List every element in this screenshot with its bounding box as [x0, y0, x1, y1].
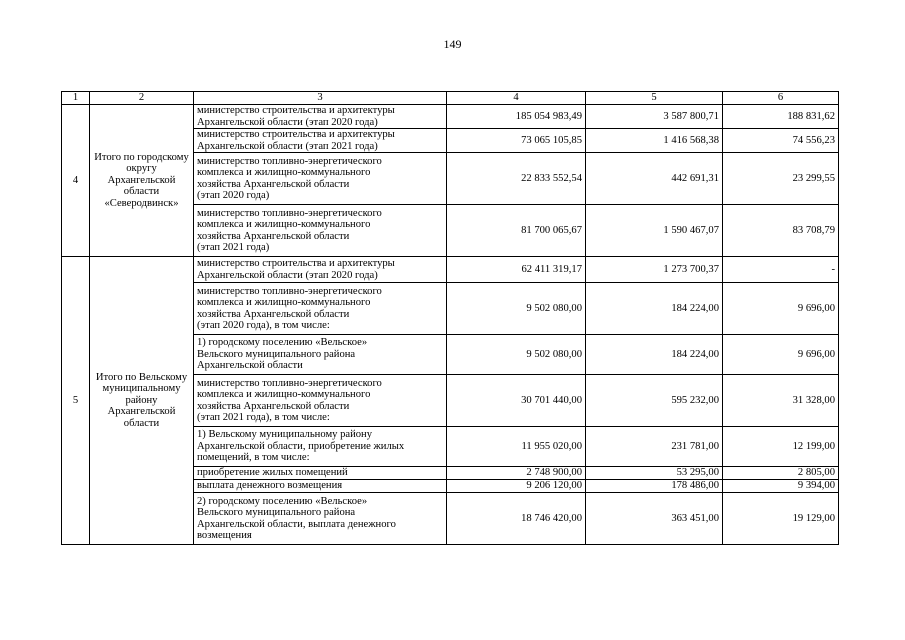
- amount-col4: 22 833 552,54: [447, 153, 586, 205]
- description-cell: министерство топливно-энергетического комплекса и жилищно-коммунального хозяйства Архангельской области (этап 2021 года): [194, 205, 447, 257]
- amount-col4: 9 502 080,00: [447, 283, 586, 335]
- amount-col4: 81 700 065,67: [447, 205, 586, 257]
- amount-col5: 3 587 800,71: [586, 105, 723, 129]
- description-cell: министерство строительства и архитектуры Архангельской области (этап 2020 года): [194, 257, 447, 283]
- amount-col4: 73 065 105,85: [447, 129, 586, 153]
- amount-col6: 2 805,00: [723, 467, 839, 480]
- amount-col5: 595 232,00: [586, 375, 723, 427]
- amount-col6: 23 299,55: [723, 153, 839, 205]
- amount-col5: 53 295,00: [586, 467, 723, 480]
- amount-col4: 18 746 420,00: [447, 493, 586, 545]
- amount-col6: 9 394,00: [723, 480, 839, 493]
- recipient-name: Итого по Вельскому муниципальному району Архангельской области: [90, 257, 194, 545]
- amount-col5: 1 416 568,38: [586, 129, 723, 153]
- header-cell: 1: [62, 92, 90, 105]
- row-number: 5: [62, 257, 90, 545]
- amount-col4: 2 748 900,00: [447, 467, 586, 480]
- table-row: [62, 257, 839, 283]
- recipient-name: Итого по городскому округу Архангельской области «Северодвинск»: [90, 105, 194, 257]
- budget-table: [61, 91, 839, 545]
- description-cell: 2) городскому поселению «Вельское» Вельского муниципального района Архангельской области, выплата денежного возмещения: [194, 493, 447, 545]
- amount-col5: 231 781,00: [586, 427, 723, 467]
- header-row: [62, 92, 839, 105]
- amount-col6: -: [723, 257, 839, 283]
- header-cell: 5: [586, 92, 723, 105]
- description-cell: выплата денежного возмещения: [194, 480, 447, 493]
- description-cell: министерство строительства и архитектуры Архангельской области (этап 2020 года): [194, 105, 447, 129]
- header-cell: 3: [194, 92, 447, 105]
- amount-col6: 74 556,23: [723, 129, 839, 153]
- amount-col4: 30 701 440,00: [447, 375, 586, 427]
- table-row: [62, 105, 839, 129]
- amount-col6: 83 708,79: [723, 205, 839, 257]
- amount-col6: 12 199,00: [723, 427, 839, 467]
- amount-col5: 363 451,00: [586, 493, 723, 545]
- amount-col4: 9 502 080,00: [447, 335, 586, 375]
- amount-col5: 184 224,00: [586, 335, 723, 375]
- amount-col4: 11 955 020,00: [447, 427, 586, 467]
- amount-col6: 9 696,00: [723, 335, 839, 375]
- amount-col4: 62 411 319,17: [447, 257, 586, 283]
- description-cell: 1) Вельскому муниципальному району Архангельской области, приобретение жилых помещений, в том числе:: [194, 427, 447, 467]
- amount-col5: 1 590 467,07: [586, 205, 723, 257]
- amount-col4: 9 206 120,00: [447, 480, 586, 493]
- page-number: 149: [443, 37, 462, 51]
- description-cell: министерство топливно-энергетического комплекса и жилищно-коммунального хозяйства Архангельской области (этап 2021 года), в том числе:: [194, 375, 447, 427]
- amount-col6: 31 328,00: [723, 375, 839, 427]
- amount-col4: 185 054 983,49: [447, 105, 586, 129]
- amount-col5: 1 273 700,37: [586, 257, 723, 283]
- amount-col6: 188 831,62: [723, 105, 839, 129]
- description-cell: приобретение жилых помещений: [194, 467, 447, 480]
- amount-col6: 19 129,00: [723, 493, 839, 545]
- header-cell: 6: [723, 92, 839, 105]
- amount-col5: 184 224,00: [586, 283, 723, 335]
- description-cell: министерство топливно-энергетического комплекса и жилищно-коммунального хозяйства Архангельской области (этап 2020 года), в том числе:: [194, 283, 447, 335]
- description-cell: 1) городскому поселению «Вельское» Вельского муниципального района Архангельской области: [194, 335, 447, 375]
- amount-col5: 178 486,00: [586, 480, 723, 493]
- amount-col6: 9 696,00: [723, 283, 839, 335]
- description-cell: министерство топливно-энергетического комплекса и жилищно-коммунального хозяйства Архангельской области (этап 2020 года): [194, 153, 447, 205]
- description-cell: министерство строительства и архитектуры Архангельской области (этап 2021 года): [194, 129, 447, 153]
- row-number: 4: [62, 105, 90, 257]
- header-cell: 2: [90, 92, 194, 105]
- amount-col5: 442 691,31: [586, 153, 723, 205]
- header-cell: 4: [447, 92, 586, 105]
